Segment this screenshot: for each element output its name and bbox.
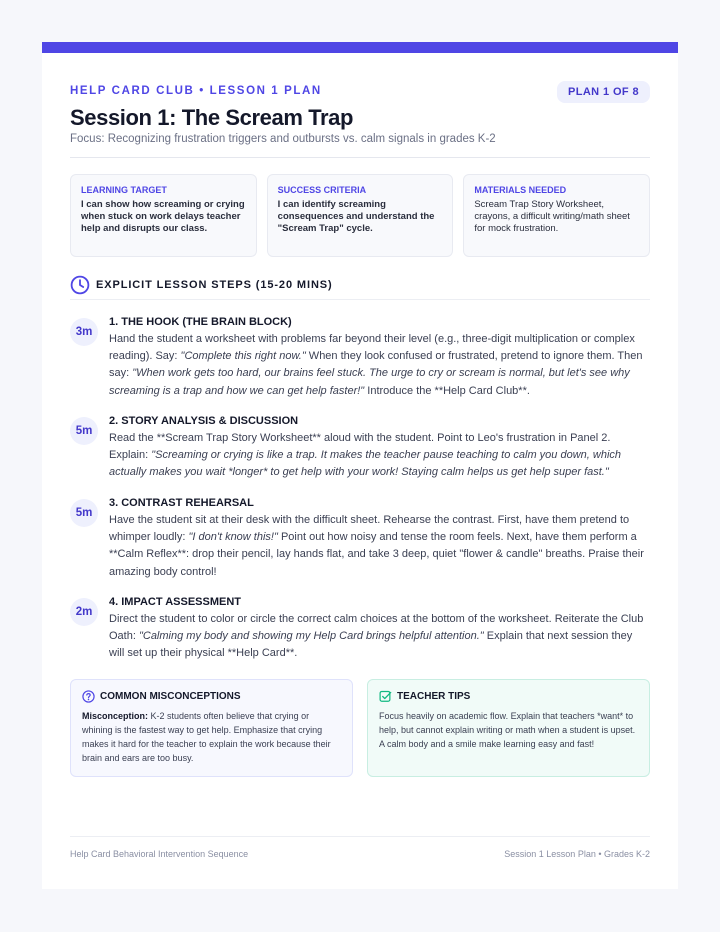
plan-badge: PLAN 1 OF 8 — [557, 81, 650, 103]
step-duration-badge: 2m — [70, 598, 98, 626]
step-title: 4. IMPACT ASSESSMENT — [109, 596, 242, 608]
card-label: MATERIALS NEEDED — [474, 185, 567, 195]
step-quote: "When work gets too hard, our brains feel stuck. The urge to cry or scream is normal, but let's see why screaming is a trap and how we can get help faster!" — [109, 367, 630, 397]
step-quote: "Complete this right now." — [180, 350, 306, 363]
card-text: I can show how screaming or crying when stuck on work delays teacher help and disrupts our class. — [81, 199, 245, 234]
clock-icon — [70, 275, 90, 295]
page-title: Session 1: The Scream Trap — [70, 105, 354, 130]
focus-line: Focus: Recognizing frustration triggers and outbursts vs. calm signals in grades K-2 — [70, 133, 496, 145]
steps-section-header — [70, 275, 650, 299]
box-text — [82, 709, 341, 765]
misconceptions-box — [70, 679, 353, 777]
divider — [70, 299, 650, 300]
step-text-part: When they look confused or frustrated, pretend to ignore them. Then say: — [109, 350, 643, 380]
step-text-part: Direct the student to color or circle the correct calm choices at the bottom of the worksheet. Reiterate the Club Oath: — [109, 613, 644, 643]
step-text — [109, 331, 650, 400]
step-title: 3. CONTRAST REHEARSAL — [109, 497, 254, 509]
step-duration-badge: 5m — [70, 499, 98, 527]
step-quote: "Screaming or crying is like a trap. It makes the teacher pause teaching to calm you down, which actually makes you wait *longer* to get help with your work! Staying calm helps us get help super fast." — [109, 449, 622, 479]
card-label: SUCCESS CRITERIA — [277, 185, 367, 195]
teacher-tips-box — [367, 679, 650, 777]
lesson-kicker: HELP CARD CLUB • LESSON 1 PLAN — [70, 85, 322, 97]
callout-boxes — [70, 679, 650, 777]
card-text: Scream Trap Story Worksheet, crayons, a difficult writing/math sheet for mock frustration. — [474, 199, 630, 234]
step-duration-badge: 5m — [70, 417, 98, 445]
misconception-lead: Misconception: — [82, 711, 149, 721]
step-body — [109, 595, 650, 663]
box-title: TEACHER TIPS — [397, 691, 471, 702]
step-title: 1. THE HOOK (THE BRAIN BLOCK) — [109, 316, 292, 328]
step-text — [109, 512, 650, 581]
step-text-part: Have the student sit at their desk with the difficult sheet. Rehearse the contrast. First, have them pretend to whimper loudly: — [109, 514, 630, 544]
card-label: LEARNING TARGET — [81, 185, 167, 195]
card-learning-target — [70, 174, 257, 257]
footer-right: Session 1 Lesson Plan • Grades K-2 — [504, 849, 650, 859]
steps-section-title: EXPLICIT LESSON STEPS (15-20 MINS) — [96, 279, 333, 291]
step-body — [109, 496, 650, 581]
step-text — [109, 430, 650, 482]
step-text-part: Explain that next session they will set up their physical **Help Card**. — [109, 630, 633, 660]
step-text — [109, 611, 650, 663]
card-text: I can identify screaming consequences and understand the "Scream Trap" cycle. — [277, 199, 435, 234]
step-body — [109, 414, 650, 482]
card-success-criteria — [267, 174, 454, 257]
step-duration-badge: 3m — [70, 318, 98, 346]
question-circle-icon — [82, 690, 95, 703]
step-quote: "Calming my body and showing my Help Card brings helpful attention." — [138, 630, 484, 643]
step-text-part: Point out how noisy and tense the room feels. Next, have them perform a **Calm Reflex**: drop their pencil, lay hands flat, and take 3 deep, quiet "flower & candle" breaths. Praise their amazing body control! — [109, 531, 644, 578]
step-text-part: Read the **Scream Trap Story Worksheet** aloud with the student. Point to Leo's frustration in Panel 2. Explain: — [109, 432, 611, 462]
box-text: Focus heavily on academic flow. Explain that teachers *want* to help, but cannot explain writing or math when a student is upset. A calm body and a smile make learning easy and fast! — [379, 711, 636, 749]
box-header — [379, 690, 638, 703]
card-materials-needed — [463, 174, 650, 257]
footer-left: Help Card Behavioral Intervention Sequence — [70, 849, 249, 859]
accent-top-bar — [42, 42, 678, 53]
step-title: 2. STORY ANALYSIS & DISCUSSION — [109, 415, 299, 427]
lesson-plan-sheet — [42, 42, 678, 889]
box-header — [82, 690, 341, 703]
objective-cards — [70, 174, 650, 257]
divider — [70, 157, 650, 158]
step-body — [109, 315, 650, 400]
step-quote: "I don't know this!" — [188, 531, 278, 544]
box-title: COMMON MISCONCEPTIONS — [100, 691, 241, 702]
misconception-text: K-2 students often believe that crying or whining is the fastest way to get help. Emphasize that crying makes it hard for the teacher to explain the work because their brain and ears are too busy. — [82, 711, 331, 763]
step-text-part: Introduce the **Help Card Club**. — [364, 384, 530, 397]
divider — [70, 836, 650, 837]
checkbox-icon — [379, 690, 392, 703]
step-text-part: Hand the student a worksheet with problems far beyond their level (e.g., three-digit multiplication or complex reading). Say: — [109, 333, 635, 363]
